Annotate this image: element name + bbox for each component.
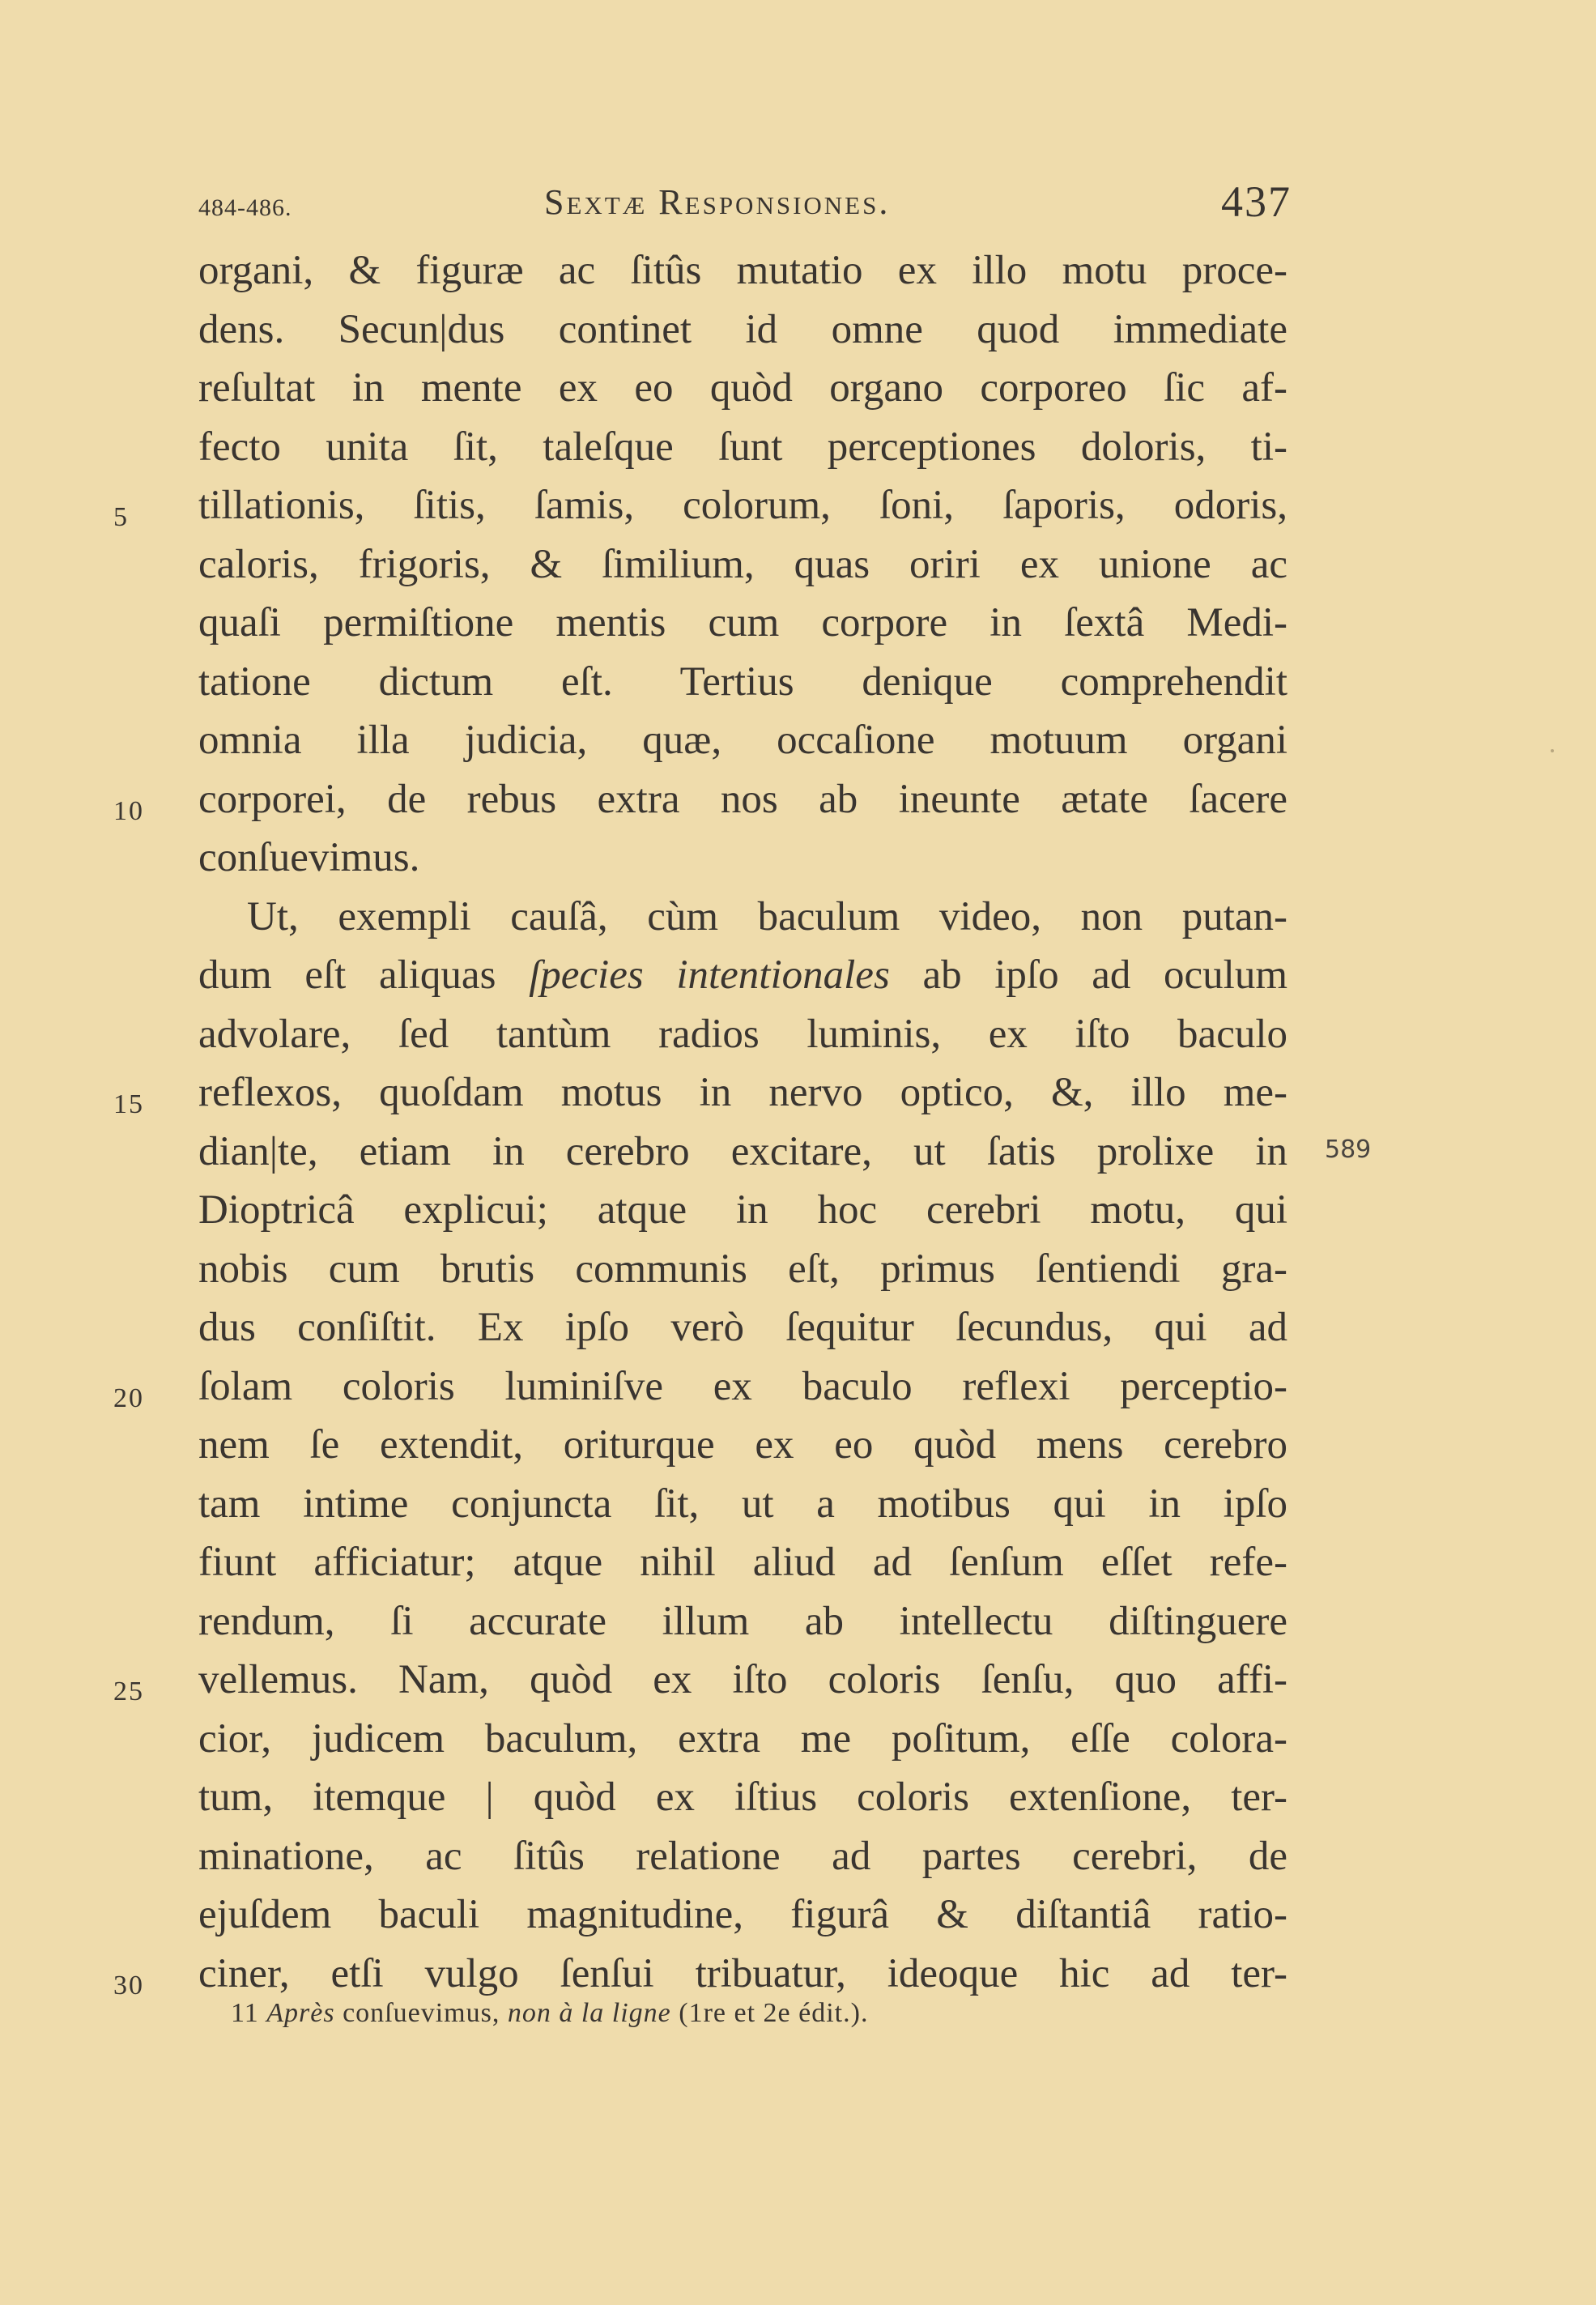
body-text <box>198 241 1287 2003</box>
text-line: tum, itemque | quòd ex iſtius coloris extenſione, ter- <box>198 1775 1287 1820</box>
text-line: rendum, ſi accurate illum ab intellectu diſtinguere <box>198 1598 1287 1644</box>
text-line: organi, & figuræ ac ſitûs mutatio ex illo motu proce- <box>198 248 1287 293</box>
text-line: nem ſe extendit, oriturque ex eo quòd mens cerebro <box>198 1422 1287 1468</box>
line-number: 20 <box>113 1383 144 1413</box>
page-number: 437 <box>1221 177 1292 226</box>
text-line: conſuevimus. <box>198 835 420 880</box>
footnote-italic: non à la ligne <box>507 1998 671 2028</box>
text-line: ſolam coloris luminiſve ex baculo reflexi perceptio- <box>198 1363 1287 1409</box>
footnote-number: 11 <box>231 1998 259 2028</box>
line-number: 5 <box>113 502 129 532</box>
paper-speck <box>1551 749 1554 752</box>
text-line: tatione dictum eſt. Tertius denique comprehendit <box>198 658 1287 705</box>
text-line: advolare, ſed tantùm radios luminis, ex iſto baculo <box>198 1011 1287 1057</box>
text-line: tam intime conjuncta ſit, ut a motibus qui in ipſo <box>198 1481 1287 1527</box>
text-line-with-italic <box>198 946 1287 1005</box>
footnote-edition: (1re et 2e édit.). <box>679 1998 869 2028</box>
text-line: reflexos, quoſdam motus in nervo optico, &, illo me- <box>198 1070 1287 1115</box>
text-line: nobis cum brutis communis eſt, primus ſentiendi gra- <box>198 1246 1287 1292</box>
text-line: ciner, etſi vulgo ſenſui tribuatur, ideoque hic ad ter- <box>198 1950 1287 1996</box>
running-title: Sextæ Responsiones. <box>544 182 891 222</box>
text-line: reſultat in mente ex eo quòd organo corporeo ſic af- <box>198 365 1287 411</box>
text-line: corporei, de rebus extra nos ab ineunte ætate ſacere <box>198 776 1287 822</box>
margin-reference: 589 <box>1325 1135 1372 1164</box>
text-line: quaſi permiſtione mentis cum corpore in ſextâ Medi- <box>198 600 1287 645</box>
footnote <box>231 1998 868 2029</box>
line-number: 15 <box>113 1089 144 1119</box>
line-number: 25 <box>113 1677 144 1706</box>
line-number: 30 <box>113 1971 144 2000</box>
running-header <box>198 177 1292 233</box>
text-line: dian|te, etiam in cerebro excitare, ut ſatis prolixe in <box>198 1128 1287 1174</box>
page-range: 484-486. <box>198 194 292 221</box>
text-line: fiunt afficiatur; atque nihil aliud ad ſenſum eſſet refe- <box>198 1540 1287 1585</box>
text-line: dus conſiſtit. Ex ipſo verò ſequitur ſecundus, qui ad <box>198 1305 1287 1350</box>
text-line: minatione, ac ſitûs relatione ad partes cerebri, de <box>198 1833 1287 1879</box>
italic-phrase: ſpecies intentionales <box>529 952 890 998</box>
text-segment: ab ipſo ad oculum <box>889 952 1288 998</box>
text-line: omnia illa judicia, quæ, occaſione motuum organi <box>198 718 1287 763</box>
text-line: tillationis, ſitis, ſamis, colorum, ſoni, ſaporis, odoris, <box>198 483 1287 528</box>
text-line: Ut, exempli cauſâ, cùm baculum video, non putan- <box>247 893 1287 939</box>
footnote-word: conſuevimus, <box>343 1998 500 2028</box>
text-line: Dioptricâ explicui; atque in hoc cerebri motu, qui <box>198 1187 1287 1233</box>
text-line: ejuſdem baculi magnitudine, figurâ & diſtantiâ ratio- <box>198 1892 1287 1937</box>
text-segment: dum eſt aliquas <box>198 952 530 998</box>
line-number: 10 <box>113 796 144 826</box>
text-line: caloris, frigoris, & ſimilium, quas oriri ex unione ac <box>198 541 1287 587</box>
text-line: fecto unita ſit, taleſque ſunt perceptiones doloris, ti- <box>198 424 1287 470</box>
text-line: dens. Secun|dus continet id omne quod immediate <box>198 306 1287 352</box>
text-line: cior, judicem baculum, extra me poſitum, eſſe colora- <box>198 1715 1287 1762</box>
text-line: vellemus. Nam, quòd ex iſto coloris ſenſu, quo affi- <box>198 1657 1287 1702</box>
footnote-italic: Après <box>266 1998 335 2028</box>
